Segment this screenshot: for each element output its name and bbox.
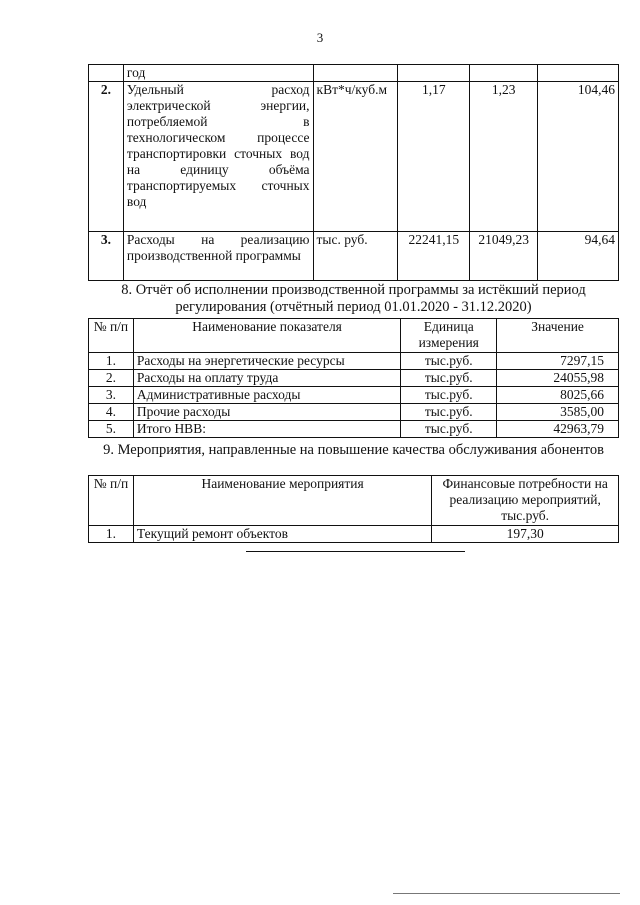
table-row — [89, 404, 619, 421]
end-divider — [246, 551, 465, 552]
row-value: 42963,79 — [497, 421, 619, 438]
row-number: 3. — [89, 232, 124, 281]
section-9-title: 9. Мероприятия, направленные на повышение качества обслуживания абонентов — [103, 442, 604, 458]
row-value: 7297,15 — [497, 353, 619, 370]
row-unit: тыс.руб. — [401, 404, 497, 421]
table-row — [89, 370, 619, 387]
row-unit: тыс.руб. — [401, 370, 497, 387]
bottom-divider — [393, 893, 620, 894]
row-number: 1. — [89, 526, 134, 543]
indicator-value-1 — [398, 65, 470, 82]
indicator-value-3 — [538, 65, 619, 82]
row-value: 197,30 — [432, 526, 619, 543]
row-number: 4. — [89, 404, 134, 421]
table-row — [89, 82, 619, 232]
indicator-value-2: 1,23 — [470, 82, 538, 232]
row-value: 8025,66 — [497, 387, 619, 404]
indicator-unit: кВт*ч/куб.м — [313, 82, 398, 232]
header-num: № п/п — [89, 476, 134, 526]
row-name: Расходы на энергетические ресурсы — [133, 353, 400, 370]
service-quality-measures-table — [88, 475, 619, 543]
section-8-title: 8. Отчёт об исполнении производственной программы за истёкший период регулирования (отчётный период 01.01.2020 - 31.12.2020) — [121, 282, 586, 315]
indicator-value-3: 94,64 — [538, 232, 619, 281]
row-name: Итого НВВ: — [133, 421, 400, 438]
header-value: Значение — [497, 319, 619, 353]
indicator-value-3: 104,46 — [538, 82, 619, 232]
row-number — [89, 65, 124, 82]
row-value: 3585,00 — [497, 404, 619, 421]
header-name: Наименование мероприятия — [133, 476, 431, 526]
indicator-unit — [313, 65, 398, 82]
indicator-name: Удельный расход электрической энергии, потребляемой в технологическом процессе транспортировки сточных вод на единицу объёма транспортируемых сточных вод — [123, 82, 313, 232]
indicator-name: Расходы на реализацию производственной программы — [123, 232, 313, 281]
table-row — [89, 387, 619, 404]
row-value: 24055,98 — [497, 370, 619, 387]
header-num: № п/п — [89, 319, 134, 353]
row-unit: тыс.руб. — [401, 421, 497, 438]
table-row — [89, 421, 619, 438]
indicator-unit: тыс. руб. — [313, 232, 398, 281]
table-row — [89, 353, 619, 370]
row-number: 2. — [89, 370, 134, 387]
header-name: Наименование показателя — [133, 319, 400, 353]
indicator-name: год — [123, 65, 313, 82]
header-unit: Единица измерения — [401, 319, 497, 353]
indicator-value-1: 1,17 — [398, 82, 470, 232]
table-row — [89, 232, 619, 281]
indicator-value-2 — [470, 65, 538, 82]
row-unit: тыс.руб. — [401, 387, 497, 404]
row-unit: тыс.руб. — [401, 353, 497, 370]
row-number: 5. — [89, 421, 134, 438]
row-name: Административные расходы — [133, 387, 400, 404]
row-number: 2. — [89, 82, 124, 232]
table-row — [89, 526, 619, 543]
row-number: 3. — [89, 387, 134, 404]
row-number: 1. — [89, 353, 134, 370]
row-name: Текущий ремонт объектов — [133, 526, 431, 543]
page-number: 3 — [316, 30, 324, 45]
row-name: Прочие расходы — [133, 404, 400, 421]
indicators-table-continued — [88, 64, 619, 281]
table-header-row — [89, 319, 619, 353]
program-report-table — [88, 318, 619, 438]
header-value: Финансовые потребности на реализацию мероприятий, тыс.руб. — [432, 476, 619, 526]
row-name: Расходы на оплату труда — [133, 370, 400, 387]
indicator-value-2: 21049,23 — [470, 232, 538, 281]
table-header-row — [89, 476, 619, 526]
indicator-value-1: 22241,15 — [398, 232, 470, 281]
table-row — [89, 65, 619, 82]
